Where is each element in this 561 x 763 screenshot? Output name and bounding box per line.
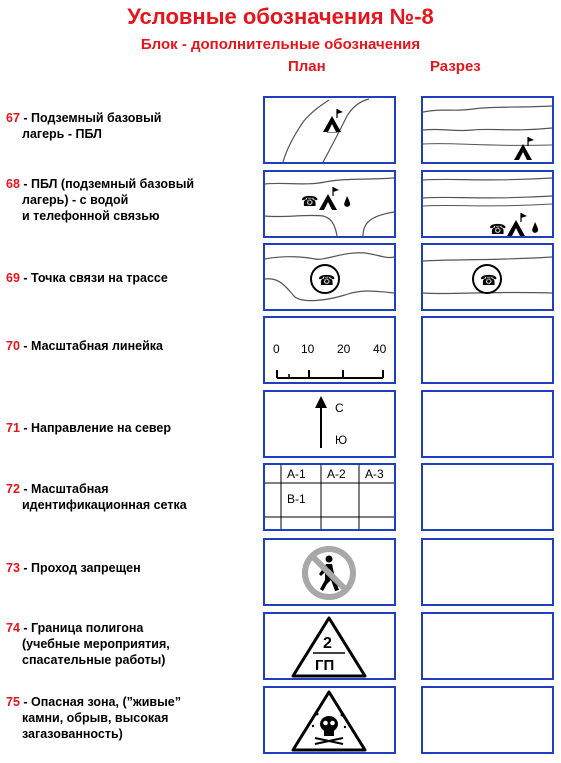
svg-text:☎: ☎ [318,273,336,289]
scale-tick-label: 20 [337,342,351,356]
plan-symbol-base-camp [263,96,396,164]
plan-symbol-polygon-boundary [263,612,396,680]
legend-number: 72 [6,482,20,496]
legend-number: 75 [6,695,20,709]
grid-cell-label: В-1 [287,492,306,506]
column-header-section: Разрез [430,58,481,75]
legend-label: 73 - Проход запрещен [6,561,141,575]
legend-label: 67 - Подземный базовый лагерь - ПБЛ [6,111,162,141]
legend-label: 74 - Граница полигона (учебные мероприятия, спасательные работы) [6,621,170,667]
legend-label: 70 - Масштабная линейка [6,339,163,353]
section-empty [421,538,554,606]
section-empty [421,463,554,531]
plan-symbol-north-arrow [263,390,396,458]
legend-number: 67 [6,111,20,125]
legend-number: 68 [6,177,20,191]
grid-cell-label: А-3 [365,467,384,481]
plan-symbol-no-passage [263,538,396,606]
section-empty [421,316,554,384]
scale-tick-label: 10 [301,342,315,356]
legend-label: 75 - Опасная зона, (”живые” камни, обрыв, высокая загазованность) [6,695,181,741]
legend-number: 71 [6,421,20,435]
plan-symbol-grid [263,463,396,531]
scale-tick-label: 40 [373,342,387,356]
no-pedestrian-icon [305,549,353,597]
boundary-code: ГП [315,657,335,674]
section-empty [421,686,554,754]
page-subtitle: Блок - дополнительные обозначения [140,36,421,53]
scale-tick-label: 0 [273,342,280,356]
svg-text:☎: ☎ [489,222,507,236]
north-label: С [335,401,344,415]
legend-label: 69 - Точка связи на трассе [6,271,168,285]
svg-text:☎: ☎ [480,273,498,289]
south-label: Ю [335,433,348,447]
section-symbol-base-camp-water-phone [421,170,554,238]
section-empty [421,612,554,680]
svg-text:☎: ☎ [301,194,319,210]
legend-label: 72 - Масштабная идентификационная сетка [6,482,187,512]
plan-symbol-scale-ruler [263,316,396,384]
legend-number: 69 [6,271,20,285]
plan-symbol-base-camp-water-phone [263,170,396,238]
section-symbol-comm-point [421,243,554,311]
section-symbol-base-camp [421,96,554,164]
grid-cell-label: А-1 [287,467,306,481]
legend-number: 70 [6,339,20,353]
boundary-number: 2 [323,635,332,652]
section-empty [421,390,554,458]
legend-label: 71 - Направление на север [6,421,172,435]
legend-number: 74 [6,621,20,635]
column-header-plan: План [288,58,326,75]
page-title: Условные обозначения №-8 [127,4,434,29]
plan-symbol-comm-point [263,243,396,311]
legend-label: 68 - ПБЛ (подземный базовый лагерь) - с водой и телефонной связью [6,177,195,223]
legend-number: 73 [6,561,20,575]
grid-cell-label: А-2 [327,467,346,481]
plan-symbol-danger-zone [263,686,396,754]
